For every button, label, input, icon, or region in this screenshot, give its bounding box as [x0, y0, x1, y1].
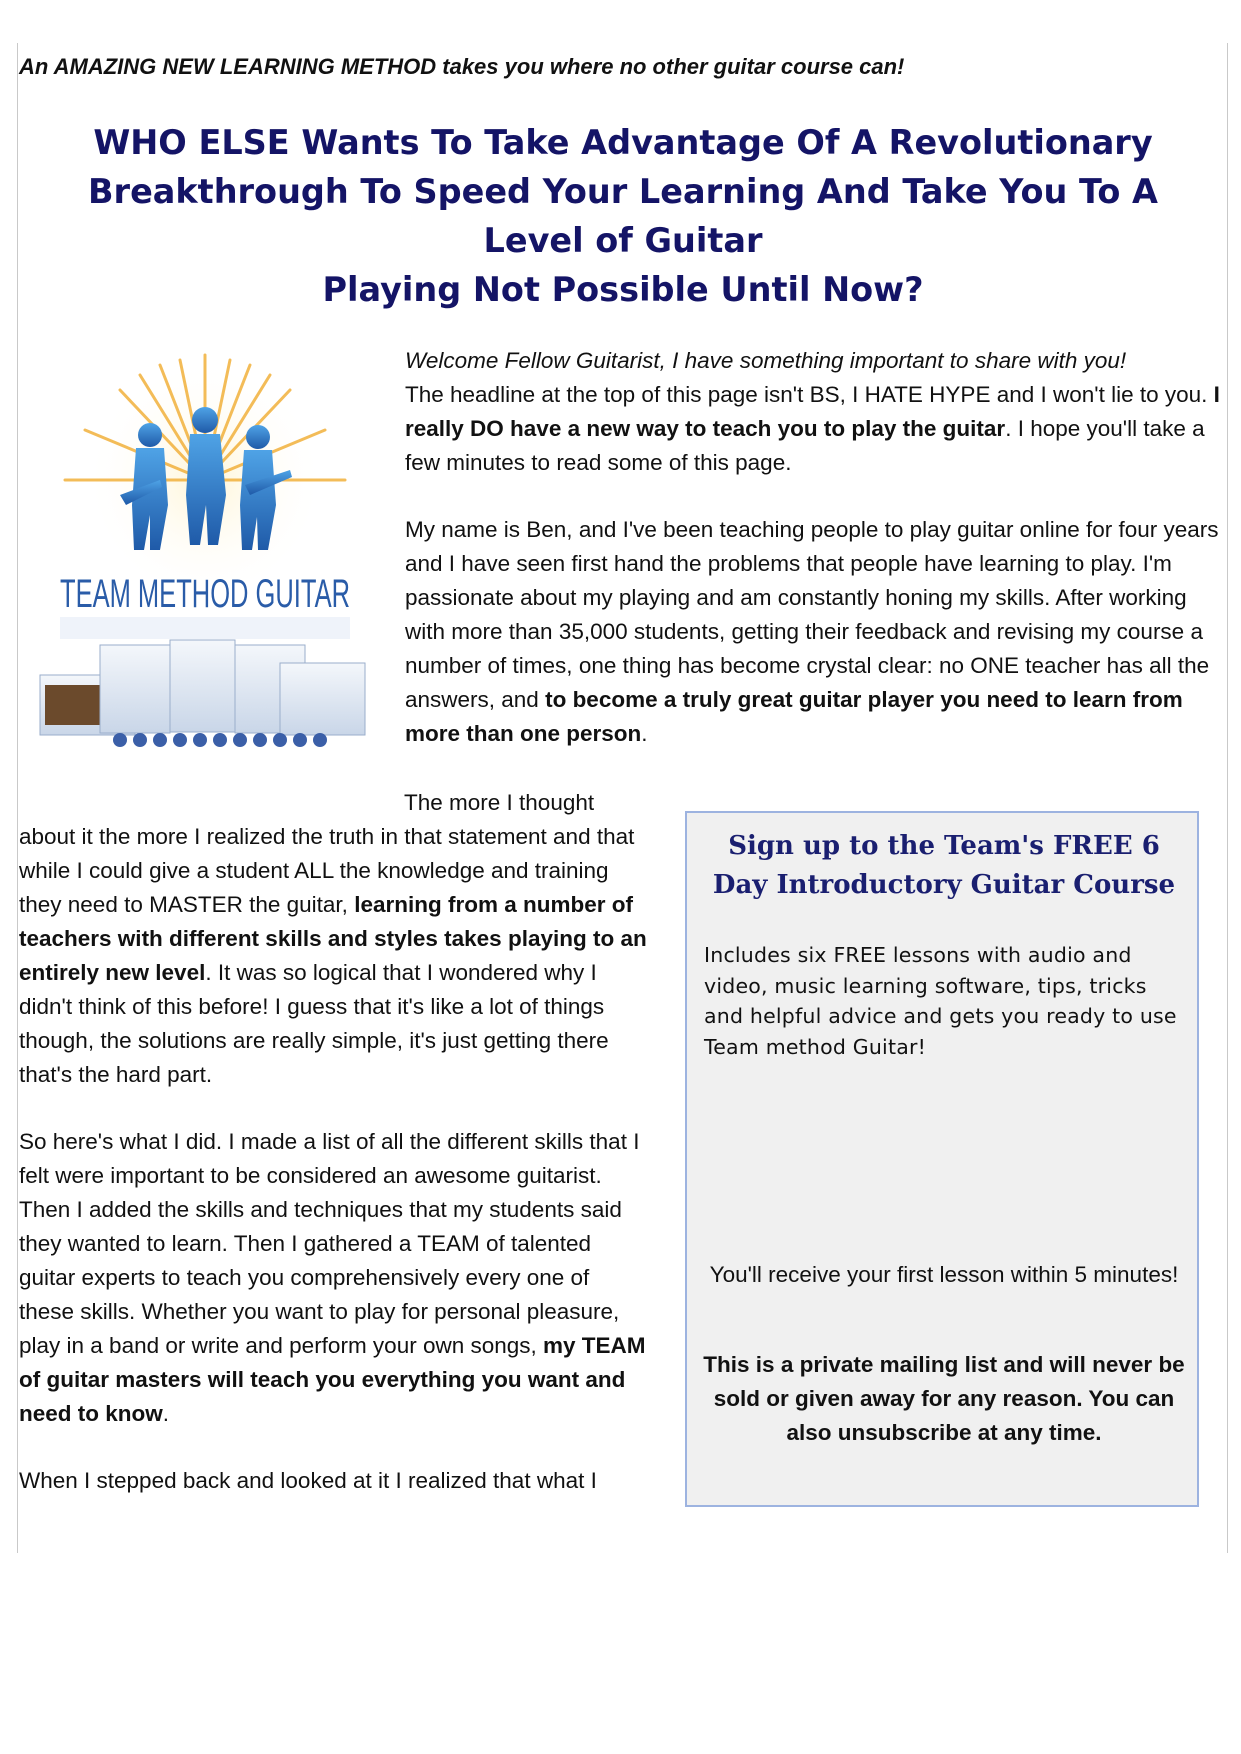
body-paragraph [19, 1125, 649, 1431]
headline-line: Level of Guitar [483, 221, 763, 260]
text-run: So here's what I did. I made a list of all the different skills that I felt were important to be considered an awesome guitarist. Then I added the skills and techniques that my students said they wanted to learn. Then I gathered a TEAM of talented guitar experts to teach you comprehensively every one of these skills. Whether you want to play for personal pleasure, play in a band or write and perform your own songs, [19, 1129, 640, 1358]
body-paragraph [19, 786, 649, 1092]
text-run: The headline at the top of this page isn't BS, I HATE HYPE and I won't lie to you. [405, 382, 1214, 407]
text-run: . [641, 721, 648, 746]
signup-box [685, 811, 1199, 1507]
headline-line: Playing Not Possible Until Now? [322, 270, 924, 309]
page-border-left [17, 43, 18, 1553]
body-paragraph [19, 1464, 649, 1498]
text-run: The more I thought [404, 790, 595, 815]
headline-line: Breakthrough To Speed Your Learning And Take You To A [88, 172, 1158, 211]
tagline: An AMAZING NEW LEARNING METHOD takes you where no other guitar course can! [19, 54, 905, 79]
text-run: about it the more I realized the truth in that statement and that while I could give a student ALL the knowledge and training they need to MASTER the guitar, [19, 824, 635, 917]
text-run: . It was so logical that I wondered why I didn't think of this before! I guess that it's like a lot of things though, the solutions are really simple, it's just getting there that's the hard part. [19, 960, 609, 1087]
body-column [19, 786, 649, 1531]
text-run: My name is Ben, and I've been teaching people to play guitar online for four years and I have seen first hand the problems that people have learning to play. I'm passionate about my playing and am constantly honing my skills. After working with more than 35,000 students, getting their feedback and revising my course a number of times, one thing has become crystal clear: no ONE teacher has all the answers, and [405, 517, 1219, 712]
signup-title: Sign up to the Team's FREE 6 Day Introductory Guitar Course [712, 831, 1176, 900]
logo-wordmark [60, 572, 350, 639]
about-paragraph [405, 513, 1220, 751]
emphasis-text: learning from a number of teachers with different skills and styles takes playing to an entirely new level [19, 892, 647, 985]
text-run: . [162, 1401, 170, 1426]
intro-paragraph [405, 344, 1220, 480]
welcome-line: Welcome Fellow Guitarist, I have something important to share with you! [405, 348, 1127, 373]
page-headline [28, 118, 1218, 314]
emphasis-text: to become a truly great guitar player you need to learn from more than one person [405, 687, 1183, 746]
product-boxes [40, 640, 365, 747]
privacy-notice: This is a private mailing list and will never be sold or given away for any reason. You can also unsubscribe at any time. [703, 1352, 1185, 1445]
headline-line: WHO ELSE Wants To Take Advantage Of A Revolutionary [93, 123, 1153, 162]
emphasis-text: my TEAM of guitar masters will teach you everything you want and need to know [19, 1333, 646, 1426]
emphasis-text: I really DO have a new way to teach you to play the guitar [405, 382, 1220, 441]
text-run: . I hope you'll take a few minutes to read some of this page. [405, 416, 1205, 475]
text-run: When I stepped back and looked at it I realized that what I [19, 1468, 597, 1493]
svg-text:TEAM METHOD GUITAR: TEAM METHOD GUITAR [60, 572, 350, 616]
signup-description: Includes six FREE lessons with audio and video, music learning software, tips, tricks and helpful advice and gets you ready to use Team method Guitar! [704, 943, 1177, 1059]
page-border-right [1227, 43, 1228, 1553]
intro-column [405, 344, 1220, 784]
team-method-guitar-logo [40, 345, 370, 780]
signup-receive-note: You'll receive your first lesson within 5 minutes! [709, 1262, 1179, 1287]
